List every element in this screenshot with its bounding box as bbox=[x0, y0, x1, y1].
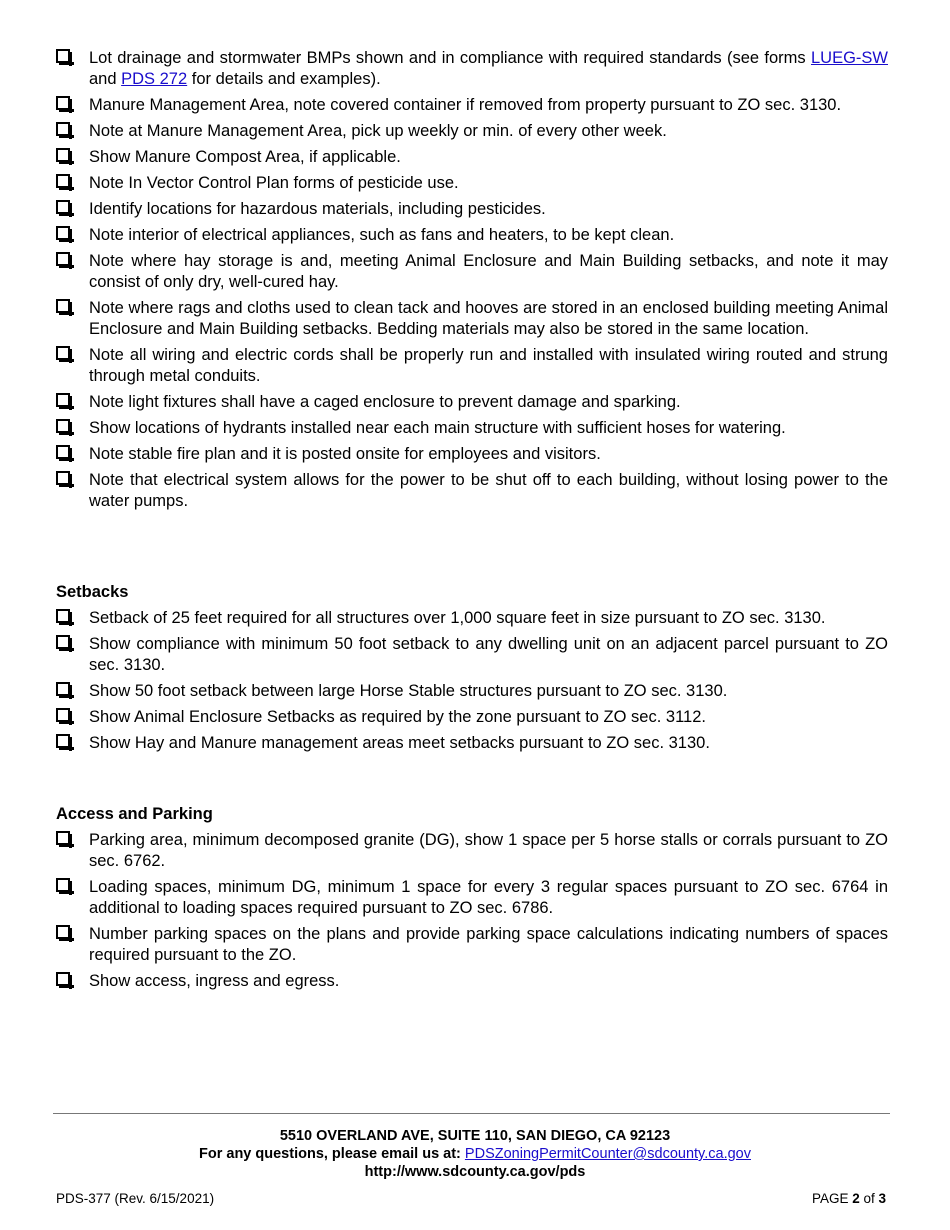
checklist-item-text: Show Animal Enclosure Setbacks as required by the zone pursuant to ZO sec. 3112. bbox=[89, 708, 706, 726]
checklist-item-text: Show access, ingress and egress. bbox=[89, 972, 340, 990]
footer-divider bbox=[53, 1113, 890, 1114]
checklist-item bbox=[56, 830, 888, 872]
checklist-item-text: Show Manure Compost Area, if applicable. bbox=[89, 148, 401, 166]
checkbox[interactable] bbox=[56, 299, 70, 313]
checkbox[interactable] bbox=[56, 49, 70, 63]
checklist-item-text: Setback of 25 feet required for all structures over 1,000 square feet in size pursuant to ZO sec. 3130. bbox=[89, 609, 826, 627]
checklist-item bbox=[56, 251, 888, 293]
checkbox[interactable] bbox=[56, 878, 70, 892]
checkbox[interactable] bbox=[56, 346, 70, 360]
checklist-item bbox=[56, 392, 888, 413]
checklist-item-text: Show locations of hydrants installed near each main structure with sufficient hoses for watering. bbox=[89, 419, 786, 437]
checklist-general bbox=[56, 48, 888, 517]
checkbox[interactable] bbox=[56, 682, 70, 696]
checklist-item-text: Parking area, minimum decomposed granite (DG), show 1 space per 5 horse stalls or corrals pursuant to ZO sec. 6762. bbox=[89, 831, 888, 870]
checklist-item bbox=[56, 298, 888, 340]
page-number: PAGE 2 of 3 bbox=[811, 1191, 886, 1206]
checklist-item bbox=[56, 95, 888, 116]
checkbox[interactable] bbox=[56, 419, 70, 433]
checklist-item bbox=[56, 444, 888, 465]
checklist-item bbox=[56, 470, 888, 512]
checkbox[interactable] bbox=[56, 831, 70, 845]
footer-email-link[interactable]: PDSZoningPermitCounter@sdcounty.ca.gov bbox=[464, 1146, 751, 1162]
checklist-item-text: Note In Vector Control Plan forms of pesticide use. bbox=[89, 174, 459, 192]
checkbox[interactable] bbox=[56, 393, 70, 407]
checkbox[interactable] bbox=[56, 200, 70, 214]
checkbox[interactable] bbox=[56, 122, 70, 136]
checkbox[interactable] bbox=[56, 708, 70, 722]
checklist-item-text: Number parking spaces on the plans and provide parking space calculations indicating numbers of spaces required pursuant to the ZO. bbox=[89, 925, 888, 964]
checklist-item-text: Note where rags and cloths used to clean tack and hooves are stored in an enclosed building meeting Animal Enclosure and Main Building setbacks. Bedding materials may also be stored in the same location. bbox=[89, 299, 888, 338]
checklist-item-text: Note light fixtures shall have a caged enclosure to prevent damage and sparking. bbox=[89, 393, 681, 411]
footer-questions-label: For any questions, please email us at: bbox=[199, 1146, 465, 1162]
checklist-item bbox=[56, 707, 888, 728]
checkbox[interactable] bbox=[56, 635, 70, 649]
checklist-item bbox=[56, 345, 888, 387]
checklist-item-text: Lot drainage and stormwater BMPs shown and in compliance with required standards (see forms LUEG-SW and PDS 272 for details and examples). bbox=[89, 49, 888, 88]
footer-address: 5510 OVERLAND AVE, SUITE 110, SAN DIEGO, CA 92123 bbox=[279, 1128, 671, 1144]
checklist-item bbox=[56, 147, 888, 168]
checkbox[interactable] bbox=[56, 96, 70, 110]
checklist-item bbox=[56, 634, 888, 676]
checklist-item-text: Show Hay and Manure management areas meet setbacks pursuant to ZO sec. 3130. bbox=[89, 734, 710, 752]
checkbox[interactable] bbox=[56, 972, 70, 986]
checkbox[interactable] bbox=[56, 471, 70, 485]
checklist-item bbox=[56, 971, 888, 992]
checklist-item-text: Note at Manure Management Area, pick up weekly or min. of every other week. bbox=[89, 122, 667, 140]
checkbox[interactable] bbox=[56, 609, 70, 623]
checklist-access-parking bbox=[56, 830, 888, 997]
checklist-item bbox=[56, 48, 888, 90]
lueg-sw-link[interactable]: LUEG-SW bbox=[810, 49, 888, 67]
footer-contact bbox=[0, 1145, 950, 1163]
access-parking-heading: Access and Parking bbox=[56, 805, 213, 823]
setbacks-heading: Setbacks bbox=[56, 583, 129, 601]
checklist-item-text: Manure Management Area, note covered container if removed from property pursuant to ZO sec. 3130. bbox=[89, 96, 842, 114]
checklist-item bbox=[56, 199, 888, 220]
checklist-item bbox=[56, 121, 888, 142]
checkbox[interactable] bbox=[56, 148, 70, 162]
checklist-item bbox=[56, 877, 888, 919]
checklist-setbacks bbox=[56, 608, 888, 759]
checklist-item bbox=[56, 681, 888, 702]
checklist-item-text: Show compliance with minimum 50 foot setback to any dwelling unit on an adjacent parcel pursuant to ZO sec. 3130. bbox=[89, 635, 888, 674]
checklist-item-text: Note that electrical system allows for the power to be shut off to each building, without losing power to the water pumps. bbox=[89, 471, 888, 510]
checklist-item bbox=[56, 924, 888, 966]
checkbox[interactable] bbox=[56, 174, 70, 188]
checkbox[interactable] bbox=[56, 226, 70, 240]
form-id: PDS-377 (Rev. 6/15/2021) bbox=[56, 1191, 215, 1206]
checklist-item bbox=[56, 608, 888, 629]
checkbox[interactable] bbox=[56, 925, 70, 939]
checklist-item bbox=[56, 733, 888, 754]
checklist-item-text: Note stable fire plan and it is posted onsite for employees and visitors. bbox=[89, 445, 601, 463]
checklist-item-text: Loading spaces, minimum DG, minimum 1 space for every 3 regular spaces pursuant to ZO sec. 6764 in additional to loading spaces required pursuant to ZO sec. 6786. bbox=[89, 878, 888, 917]
checklist-item bbox=[56, 418, 888, 439]
checklist-item bbox=[56, 173, 888, 194]
pds-272-link[interactable]: PDS 272 bbox=[121, 70, 188, 88]
checklist-item-text: Identify locations for hazardous materials, including pesticides. bbox=[89, 200, 546, 218]
checklist-item-text: Note interior of electrical appliances, such as fans and heaters, to be kept clean. bbox=[89, 226, 675, 244]
checkbox[interactable] bbox=[56, 252, 70, 266]
checklist-item bbox=[56, 225, 888, 246]
checkbox[interactable] bbox=[56, 734, 70, 748]
checkbox[interactable] bbox=[56, 445, 70, 459]
footer-website: http://www.sdcounty.ca.gov/pds bbox=[364, 1164, 586, 1180]
checklist-item-text: Show 50 foot setback between large Horse Stable structures pursuant to ZO sec. 3130. bbox=[89, 682, 728, 700]
checklist-item-text: Note all wiring and electric cords shall be properly run and installed with insulated wiring routed and strung through metal conduits. bbox=[89, 346, 888, 385]
checklist-item-text: Note where hay storage is and, meeting Animal Enclosure and Main Building setbacks, and note it may consist of only dry, well-cured hay. bbox=[89, 252, 888, 291]
